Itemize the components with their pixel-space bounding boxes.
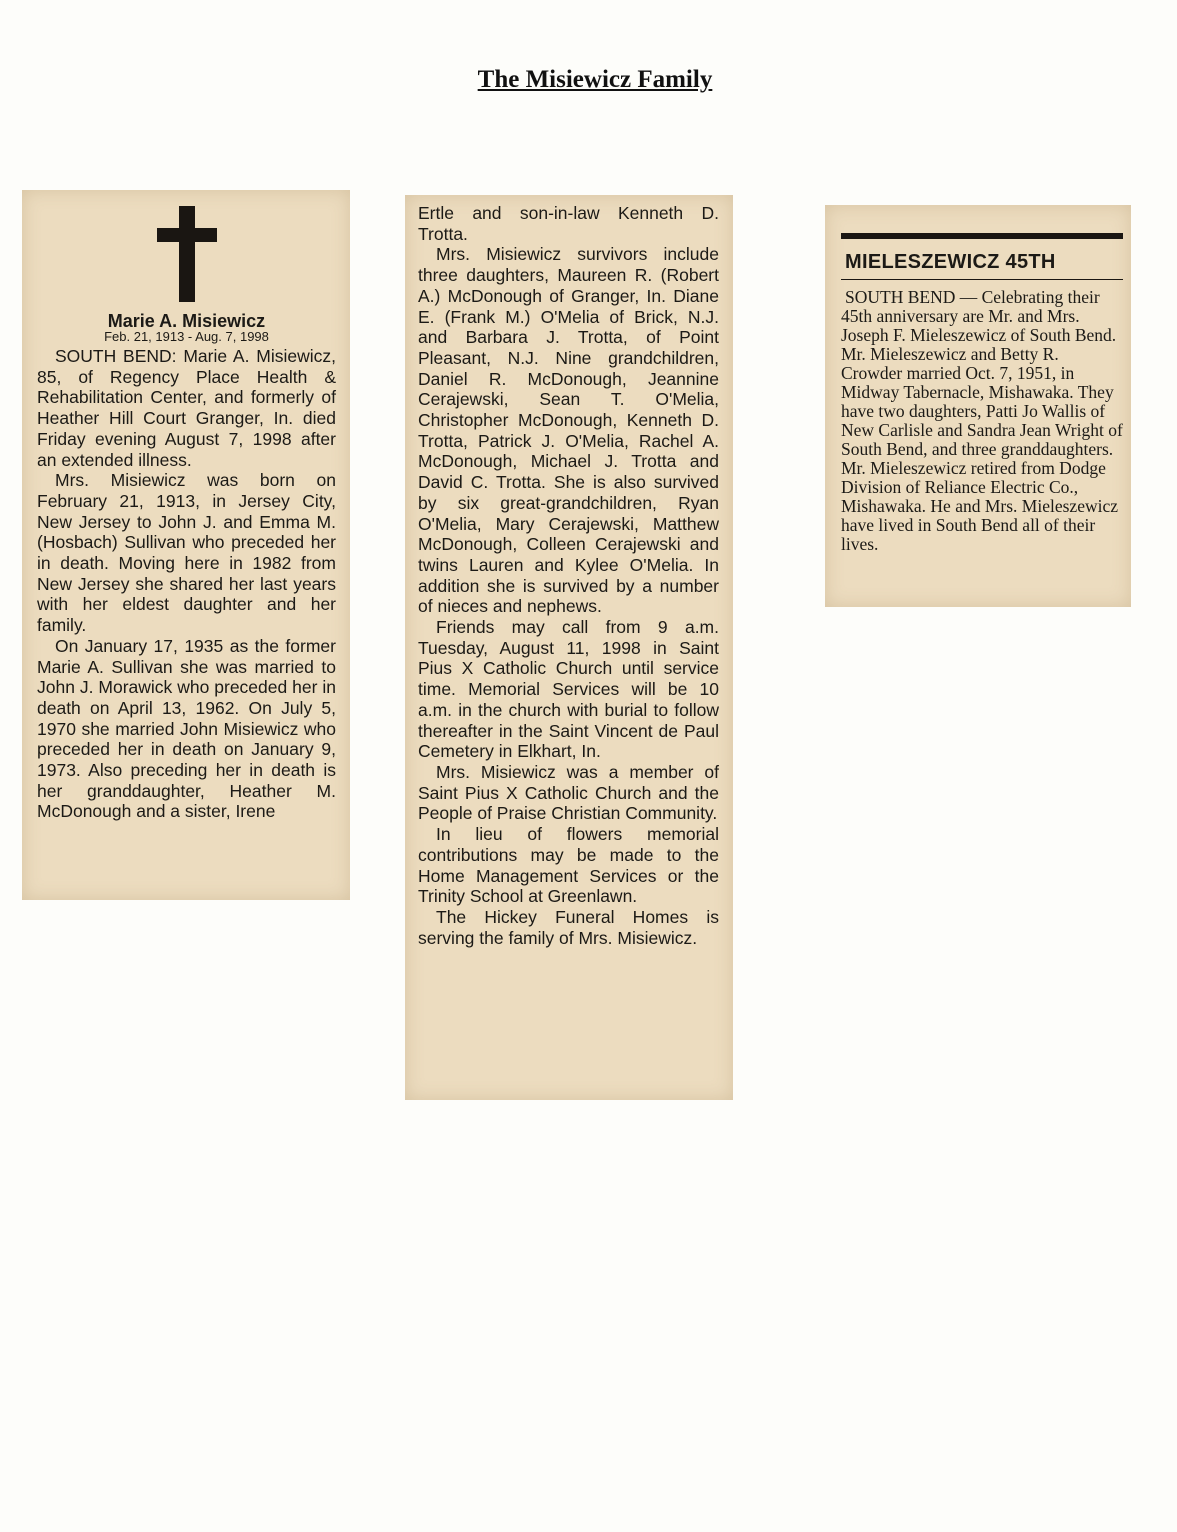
obituary-paragraph: On January 17, 1935 as the former Marie A. Sullivan she was married to John J. Morawick who preceded her in death on April 13, 1962. On July 5, 1970 she married John Misiewicz who preceded her in death on January 9, 1973. Also preceding her in death is her granddaughter, Heather M. McDonough and a sister, Irene <box>37 635 336 822</box>
anniversary-body: SOUTH BEND — Celebrating their 45th anniversary are Mr. and Mrs. Joseph F. Mieleszewicz of South Bend. Mr. Mieleszewicz and Betty R. Crowder married Oct. 7, 1951, in Midway Tabernacle, Mishawaka. They have two daughters, Patti Jo Wallis of New Carlisle and Sandra Jean Wright of South Bend, and three granddaughters. Mr. Mieleszewicz retired from Dodge Division of Reliance Electric Co., Mishawaka. He and Mrs. Mieleszewicz have lived in South Bend all of their lives. <box>841 287 1123 554</box>
obituary-paragraph: Mrs. Misiewicz was a member of Saint Pius X Catholic Church and the People of Praise Christian Community. <box>418 761 719 824</box>
obituary-dates: Feb. 21, 1913 - Aug. 7, 1998 <box>104 329 269 344</box>
obituary-clipping-left <box>22 190 350 900</box>
obituary-paragraph: The Hickey Funeral Homes is serving the family of Mrs. Misiewicz. <box>418 906 719 948</box>
obituary-paragraph: Mrs. Misiewicz survivors include three daughters, Maureen R. (Robert A.) McDonough of Granger, In. Diane E. (Frank M.) O'Melia of Brick, N.J. and Barbara J. Trotta, of Point Pleasant, N.J. Nine grandchildren, Daniel R. McDonough, Jeannine Cerajewski, Sean T. O'Melia, Christopher McDonough, Kenneth D. Trotta, Patrick J. O'Melia, Rachel A. McDonough, Michael J. Trotta and David C. Trotta. She is also survived by six great-grandchildren, Ryan O'Melia, Mary Cerajewski, Matthew McDonough, Colleen Cerajewski and twins Lauren and Kylee O'Melia. In addition she is survived by a number of nieces and nephews. <box>418 244 719 617</box>
headline-rule <box>841 233 1123 239</box>
obituary-clipping-continued <box>405 195 733 1100</box>
page-title: The Misiewicz Family <box>477 66 713 93</box>
obituary-continuation: Ertle and son-in-law Kenneth D. Trotta. <box>418 203 719 244</box>
anniversary-clipping <box>825 205 1131 607</box>
obituary-paragraph: Friends may call from 9 a.m. Tuesday, August 11, 1998 in Saint Pius X Catholic Church until service time. Memorial Services will be 10 a.m. in the church with burial to follow thereafter in the Saint Vincent de Paul Cemetery in Elkhart, In. <box>418 617 719 762</box>
obituary-paragraph: SOUTH BEND: Marie A. Misiewicz, 85, of Regency Place Health & Rehabilitation Center, and formerly of Heather Hill Court Granger, In. died Friday evening August 7, 1998 after an extended illness. <box>37 346 336 470</box>
headline-underline <box>841 279 1123 280</box>
obituary-paragraph: Mrs. Misiewicz was born on February 21, 1913, in Jersey City, New Jersey to John J. and Emma M. (Hosbach) Sullivan who preceded her in death. Moving here in 1982 from New Jersey she shared her last years with her eldest daughter and her family. <box>37 470 336 636</box>
anniversary-headline: MIELESZEWICZ 45TH <box>845 251 1056 273</box>
cross-icon <box>157 206 217 302</box>
obituary-name: Marie A. Misiewicz <box>107 311 266 331</box>
obituary-paragraph: In lieu of flowers memorial contributions may be made to the Home Management Services or the Trinity School at Greenlawn. <box>418 824 719 907</box>
